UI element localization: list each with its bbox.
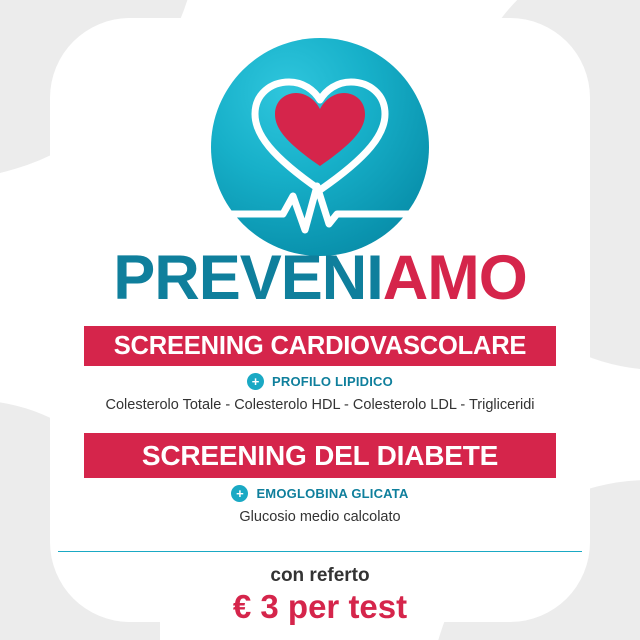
band-screening-diabete: SCREENING DEL DIABETE [84, 433, 556, 478]
subsection-label: PROFILO LIPIDICO [272, 374, 393, 389]
page-title [0, 243, 640, 313]
title-part-red: AMO [382, 243, 527, 313]
price-label: € 3 per test [232, 588, 408, 625]
title-part-blue: PREVENI [113, 243, 383, 313]
subsection-emoglobina-glicata [0, 485, 640, 502]
description-emoglobina-glicata: Glucosio medio calcolato [239, 509, 401, 525]
subsection-label: EMOGLOBINA GLICATA [256, 486, 409, 501]
band-screening-cardiovascolare: SCREENING CARDIOVASCOLARE [84, 326, 556, 366]
footer-note: con referto [270, 565, 370, 586]
description-profilo-lipidico: Colesterolo Totale - Colesterolo HDL - Colesterolo LDL - Trigliceridi [105, 397, 535, 413]
divider [58, 551, 582, 552]
plus-icon: + [231, 485, 248, 502]
subsection-profilo-lipidico [0, 373, 640, 390]
plus-icon: + [247, 373, 264, 390]
logo [211, 38, 429, 256]
heart-ecg-icon [211, 38, 429, 256]
